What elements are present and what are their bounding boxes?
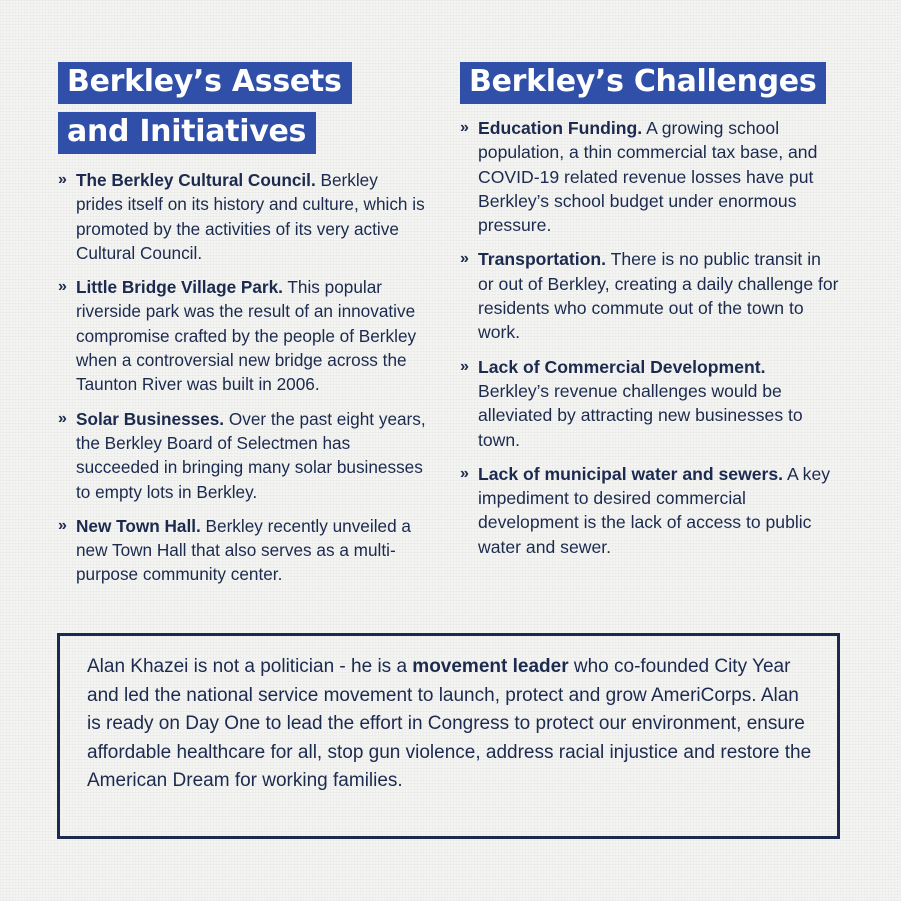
chevron-right-icon: » [58,278,67,296]
item-title: The Berkley Cultural Council. [76,170,316,190]
chevron-right-icon: » [460,357,469,375]
chevron-right-icon: » [58,516,67,534]
challenges-heading [460,62,840,104]
statement-text-start: Alan Khazei is not a politician - he is a [87,656,413,677]
list-item [58,275,428,396]
assets-heading [58,62,428,154]
item-title: Little Bridge Village Park. [76,277,283,298]
item-title: New Town Hall. [76,515,201,536]
chevron-right-icon: » [58,409,67,427]
assets-list [58,168,428,587]
assets-column [58,62,428,597]
statement-text-end: who co-founded City Year and led the national service movement to launch, protect and grow AmeriCorps. Alan is ready on Day One to lead the effort in Congress to protect our environment, ensure affordable healthcare for all, stop gun violence, address racial injustice and restore the American Dream for working families. [87,656,812,792]
challenges-list [460,116,840,559]
item-text: Over the past eight years, the Berkley Board of Selectmen has succeeded in bringing many solar businesses to empty lots in Berkley. [76,408,426,502]
list-item [58,407,428,504]
chevron-right-icon: » [460,250,469,268]
item-text: This popular riverside park was the result of an innovative compromise crafted by the people of Berkley when a controversial new bridge across the Taunton River was built in 2006. [76,277,417,395]
statement-emphasis: movement leader [412,656,569,677]
item-text: Berkley’s revenue challenges would be alleviated by attracting new businesses to town. [478,380,803,450]
item-text: A growing school population, a thin commercial tax base, and COVID-19 related revenue losses have put Berkley’s school budget under enormous pressure. [478,118,818,236]
challenges-heading-line: Berkley’s Challenges [460,62,826,104]
item-title: Lack of Commercial Development. [478,356,766,377]
item-title: Education Funding. [478,118,643,138]
item-title: Lack of municipal water and sewers. [478,463,784,484]
item-text: Berkley recently unveiled a new Town Hall that also serves as a multi-purpose community center. [76,515,411,585]
item-title: Solar Businesses. [76,408,225,429]
challenges-column [460,62,840,569]
item-text: Berkley prides itself on its history and culture, which is promoted by the activities of its very active Cultural Council. [76,170,425,263]
chevron-right-icon: » [58,171,67,188]
list-item [58,168,428,265]
item-text: There is no public transit in or out of Berkley, creating a daily challenge for residents who commute out of the town to work. [478,249,839,343]
candidate-statement-box [57,633,840,839]
chevron-right-icon: » [460,464,469,482]
assets-heading-line-2: and Initiatives [58,112,316,154]
item-title: Transportation. [478,249,607,270]
assets-heading-line-1: Berkley’s Assets [58,62,352,104]
chevron-right-icon: » [460,119,469,136]
list-item [58,514,428,587]
list-item [460,355,840,452]
list-item [460,247,840,344]
list-item [460,462,840,559]
item-text: A key impediment to desired commercial development is the lack of access to public water and sewer. [478,463,831,557]
list-item [460,116,840,237]
